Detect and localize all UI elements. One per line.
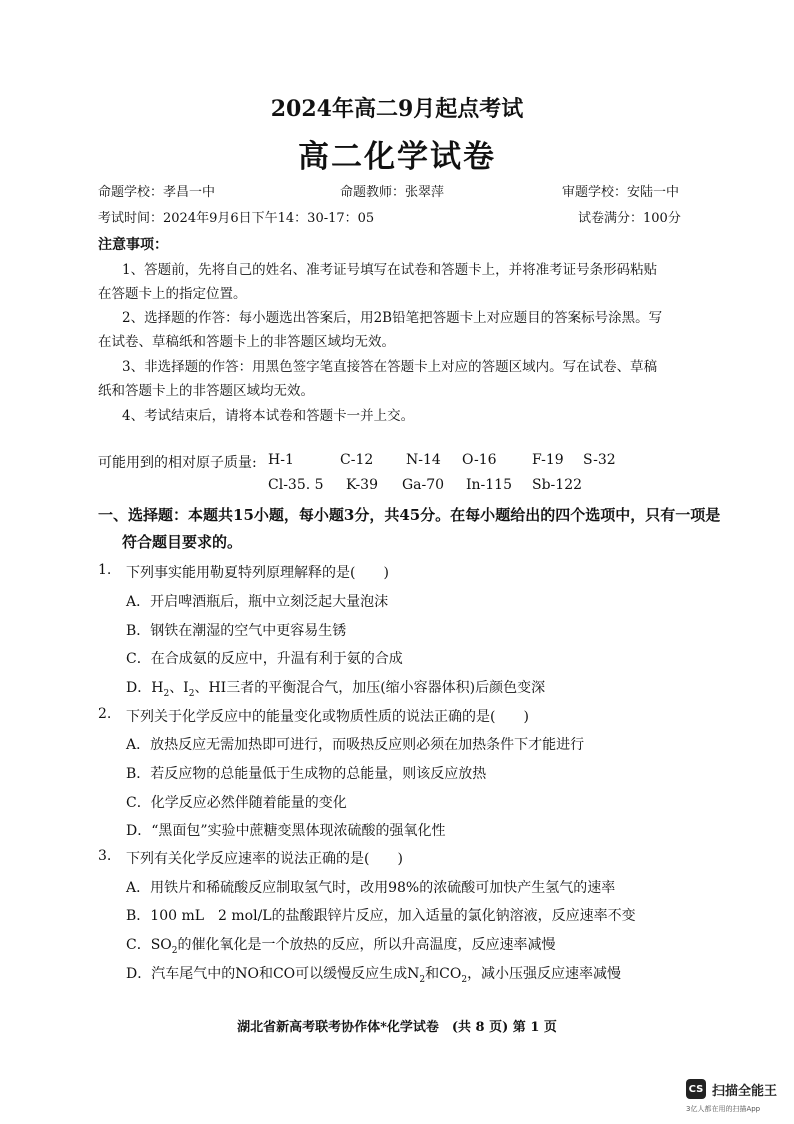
option-c: C．化学反应必然伴随着能量的变化 [126, 795, 347, 811]
option-c [126, 934, 556, 956]
question-number: 1. [98, 562, 112, 578]
option-b: B．钢铁在潮湿的空气中更容易生锈 [126, 623, 347, 639]
exam-title: 2024年高二9月起点考试 [270, 96, 524, 122]
option-a: A．用铁片和稀硫酸反应制取氢气时，改用98%的浓硫酸可加快产生氢气的速率 [126, 880, 616, 896]
subscript: 2 [171, 945, 178, 956]
option-d: D．“黑面包”实验中蔗糖变黑体现浓硫酸的强氧化性 [126, 823, 446, 839]
notes-heading: 注意事项： [98, 237, 168, 253]
scanner-app-name: 扫描全能王 [712, 1083, 778, 1099]
section-heading: 一、选择题：本题共15小题，每小题3分，共45分。在每小题给出的四个选项中，只有一项是 [98, 506, 721, 524]
option-b: B．若反应物的总能量低于生成物的总能量，则该反应放热 [126, 766, 487, 782]
setting-school: 命题学校：孝昌一中 [98, 185, 216, 200]
option-a: A．开启啤酒瓶后，瓶中立刻泛起大量泡沫 [126, 594, 389, 610]
note-line: 1、答题前，先将自己的姓名、准考证号填写在试卷和答题卡上，并将准考证号条形码粘贴 [122, 262, 658, 278]
note-line: 在答题卡上的指定位置。 [98, 286, 247, 302]
question-number: 3. [98, 848, 112, 864]
note-line: 在试卷、草稿纸和答题卡上的非答题区域均无效。 [98, 334, 395, 350]
question-number: 2. [98, 706, 112, 722]
option-c-text: 的催化氧化是一个放热的反应，所以升高温度，反应速率减慢 [177, 937, 556, 953]
exam-time: 考试时间：2024年9月6日下午14：30-17：05 [98, 211, 375, 226]
option-c: C．在合成氨的反应中，升温有利于氨的合成 [126, 651, 403, 667]
option-c-text: C．SO [126, 937, 172, 953]
atomic-mass-entry: C-12 [340, 452, 374, 468]
scanner-tagline: 3亿人都在用的扫描App [686, 1105, 761, 1113]
note-line: 3、非选择题的作答：用黑色签字笔直接答在答题卡上对应的答题区域内。写在试卷、草稿 [122, 359, 658, 375]
formula-text: 、I [169, 680, 189, 696]
page-footer: 湖北省新高考联考协作体*化学试卷 (共 8 页) 第 1 页 [237, 1020, 557, 1035]
cs-logo-icon: CS [686, 1079, 706, 1099]
question-stem: 下列事实能用勒夏特列原理解释的是( ) [126, 565, 389, 581]
question-stem: 下列有关化学反应速率的说法正确的是( ) [126, 851, 403, 867]
atomic-mass-entry: Ga-70 [402, 477, 445, 493]
subscript: 2 [163, 688, 170, 699]
atomic-mass-entry: F-19 [532, 452, 564, 468]
subscript: 2 [188, 688, 195, 699]
atomic-mass-entry: Sb-122 [532, 477, 583, 493]
atomic-mass-entry: K-39 [346, 477, 378, 493]
section-heading-cont: 符合题目要求的。 [122, 533, 243, 551]
option-d-text: ，减小压强反应速率减慢 [467, 966, 622, 982]
note-line: 纸和答题卡上的非答题区域均无效。 [98, 383, 314, 399]
atomic-mass-label: 可能用到的相对原子质量: [98, 455, 257, 471]
subscript: 2 [419, 974, 426, 985]
option-d-text: D．汽车尾气中的NO和CO可以缓慢反应生成N [126, 966, 420, 982]
atomic-mass-entry: N-14 [406, 452, 441, 468]
atomic-mass-entry: O-16 [462, 452, 497, 468]
setting-teacher: 命题教师：张翠萍 [340, 185, 445, 200]
option-a: A．放热反应无需加热即可进行，而吸热反应则必须在加热条件下才能进行 [126, 737, 585, 753]
atomic-mass-entry: S-32 [583, 452, 616, 468]
option-d-text: 、HI三者的平衡混合气，加压(缩小容器体积)后颜色变深 [194, 680, 546, 696]
atomic-mass-entry: Cl-35. 5 [268, 477, 324, 493]
subject-title: 高二化学试卷 [298, 139, 496, 175]
note-line: 4、考试结束后，请将本试卷和答题卡一并上交。 [122, 408, 415, 424]
atomic-mass-entry: In-115 [466, 477, 512, 493]
scanner-watermark [686, 1079, 777, 1099]
option-d [126, 963, 621, 985]
option-d [126, 677, 545, 699]
review-school: 审题学校：安陆一中 [562, 185, 680, 200]
atomic-mass-entry: H-1 [268, 452, 294, 468]
subscript: 2 [461, 974, 468, 985]
note-line: 2、选择题的作答：每小题选出答案后，用2B铅笔把答题卡上对应题目的答案标号涂黑。写 [122, 310, 663, 326]
option-d-text: D． [126, 680, 152, 696]
formula-text: H [151, 680, 164, 696]
question-stem: 下列关于化学反应中的能量变化或物质性质的说法正确的是( ) [126, 709, 529, 725]
full-score: 试卷满分：100分 [578, 211, 681, 226]
option-d-text: 和CO [425, 966, 462, 982]
option-b: B．100 mL 2 mol/L的盐酸跟锌片反应，加入适量的氯化钠溶液，反应速率不变 [126, 908, 636, 924]
